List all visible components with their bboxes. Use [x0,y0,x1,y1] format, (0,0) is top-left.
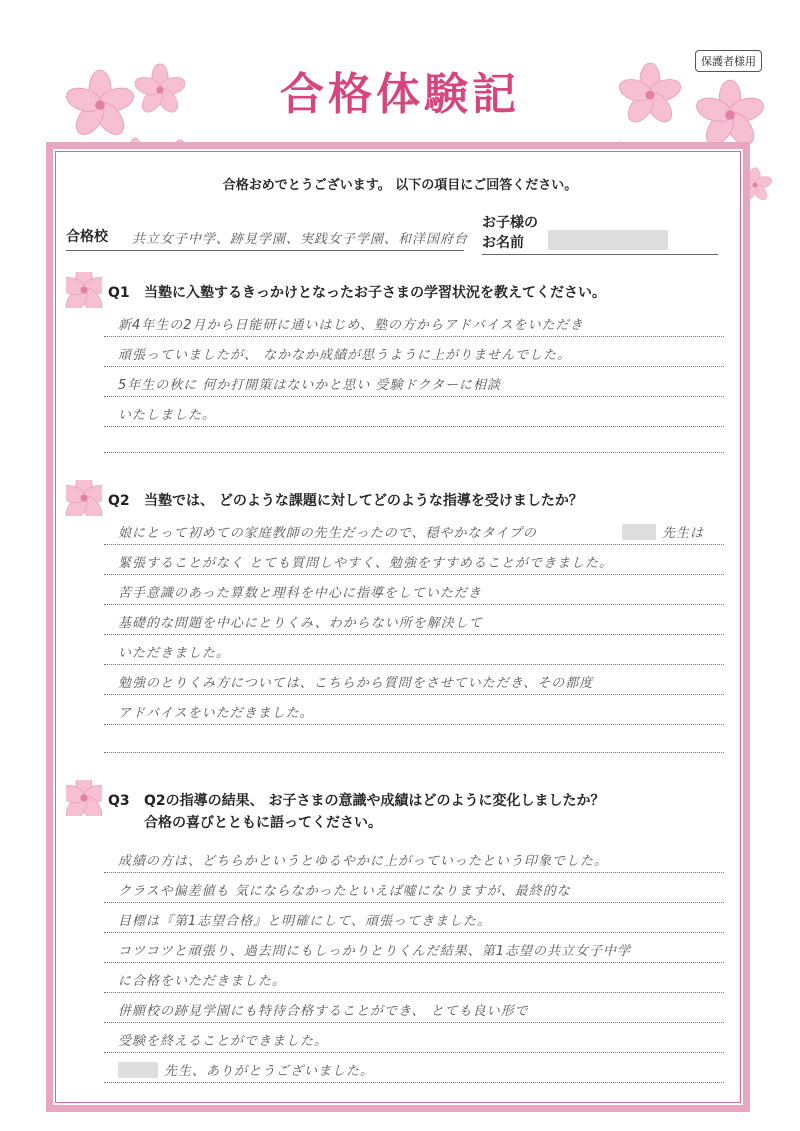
teacher-name-redacted [622,524,656,540]
q2-line-2: 緊張することがなく とても質問しやすく、勉強をすすめることができました。 [118,556,614,571]
flower-bullet-icon [66,272,102,308]
q3-text-line-2: 合格の喜びとともに語ってください。 [144,815,382,831]
q1-line-4: いたしました。 [118,408,217,423]
q2-line-7: アドバイスをいただきました。 [118,706,314,721]
child-name-label-2: お名前 [482,235,524,251]
child-name-underline [482,254,718,255]
school-value: 共立女子中学、跡見学園、実践女子学園、和洋国府台 [132,232,469,247]
page-title: 合格体験記 [280,69,520,120]
guardian-badge: 保護者様用 [695,50,762,72]
intro-text: 合格おめでとうございます。 以下の項目にご回答ください。 [222,178,578,193]
q1-number: Q1 [108,285,130,301]
q2-line-3: 苦手意識のあった算数と理科を中心に指導をしていただき [118,586,482,601]
q3-line-1: 成績の方は、どちらかというとゆるやかに上がっていったという印象でした。 [118,854,609,869]
q3-line-7: 受験を終えることができました。 [118,1034,329,1049]
q2-line-6: 勉強のとりくみ方については、こちらから質問をさせていただき、その都度 [118,676,594,691]
q3-line-2: クラスや偏差値も 気にならなかったといえば嘘になりますが、最終的な [118,884,571,899]
q3-line-3: 目標は『第1志望合格』と明確にして、頑張ってきました。 [118,914,492,929]
flower-bullet-icon [66,480,102,516]
q2-line-1: 娘にとって初めての家庭教師の先生だったので、穏やかなタイプの [118,526,537,541]
q3-text-line-1: Q2の指導の結果、 お子さまの意識や成績はどのように変化しましたか？ [144,793,605,809]
teacher-name-redacted [118,1062,158,1078]
q1-line-3: 5年生の秋に 何か打開策はないかと思い 受験ドクターに相談 [118,378,502,393]
q2-number: Q2 [108,493,130,509]
q3-heading [108,790,605,810]
q3-number: Q3 [108,793,130,809]
child-name-label-1: お子様の [482,215,538,231]
q2-line-1-suffix: 先生は [662,526,705,541]
q2-line-4: 基礎的な問題を中心にとりくみ、わからない所を解決して [118,616,483,631]
q1-line-1: 新4年生の2月から日能研に通いはじめ、塾の方からアドバイスをいただき [118,318,584,333]
q3-line-4: コツコツと頑張り、過去問にもしっかりとりくんだ結果、第1志望の共立女子中学 [118,944,632,959]
q2-heading [108,490,583,510]
school-label: 合格校 [66,229,108,245]
q3-line-6: 併願校の跡見学園にも特待合格することができ、 とても良い形で [118,1004,529,1019]
q1-heading [108,282,606,302]
child-name-redacted [548,230,668,250]
q3-line-5: に合格をいただきました。 [118,974,287,989]
q2-text: 当塾では、 どのような課題に対してどのような指導を受けましたか？ [144,493,583,509]
school-underline [66,250,464,251]
q1-text: 当塾に入塾するきっかけとなったお子さまの学習状況を教えてください。 [144,285,606,301]
flower-bullet-icon [66,780,102,816]
q2-line-5: いただきました。 [118,646,231,661]
q3-thanks: 先生、ありがとうございました。 [164,1064,375,1079]
q1-line-2: 頑張っていましたが、 なかなか成績が思うように上がりませんでした。 [118,348,572,363]
